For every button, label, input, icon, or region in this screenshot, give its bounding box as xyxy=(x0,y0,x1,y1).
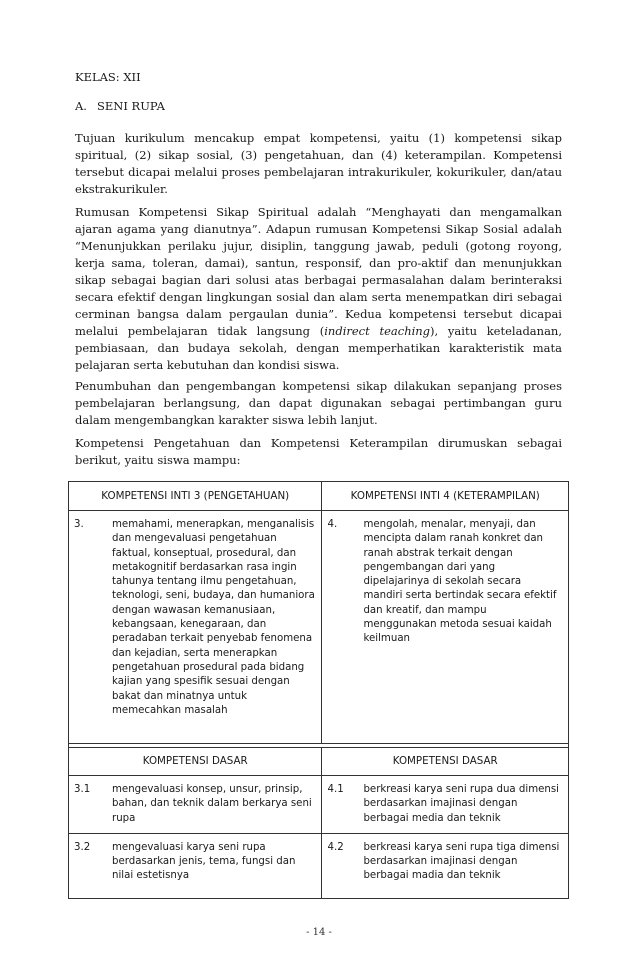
ki4-text: mengolah, menalar, menyaji, dan mencipta dalam ranah konkret dan ranah abstrak terkait dengan pengembangan dari yang dipelajarinya di sekolah secara mandiri serta bertindak secara efektif dan kreatif, dan mampu menggunakan metoda sesuai kaidah keilmuan xyxy=(363,519,557,645)
page-number: - 14 - xyxy=(306,927,332,938)
table-row xyxy=(69,833,569,898)
kd-text: mengevaluasi konsep, unsur, prinsip, bahan, dan teknik dalam berkarya seni rupa xyxy=(112,784,312,824)
kd-cell xyxy=(69,776,322,834)
kd-number: 3.2 xyxy=(74,841,91,853)
italic-term: indirect teaching xyxy=(324,324,431,338)
kd-text: mengevaluasi karya seni rupa berdasarkan jenis, tema, fungsi dan nilai estetisnya xyxy=(112,841,296,882)
paragraph-text-cont: ), yaitu keteladanan, pembiasaan, dan budaya sekolah, dengan memperhatikan karakteristik mata pelajaran serta kebutuhan dan kondisi siswa. xyxy=(75,324,562,372)
kd-cell xyxy=(69,833,322,898)
paragraph-knowledge-skills: Kompetensi Pengetahuan dan Kompetensi Keterampilan dirumuskan sebagai berikut, yaitu siswa mampu: xyxy=(75,436,562,467)
paragraph-attitude-development: Penumbuhan dan pengembangan kompetensi sikap dilakukan sepanjang proses pembelajaran berlangsung, dan dapat digunakan sebagai pertimbangan guru dalam mengembangkan karakter siswa lebih lanjut. xyxy=(75,379,562,427)
kd-number: 4.2 xyxy=(327,841,344,853)
kd-cell xyxy=(322,833,569,898)
ki4-cell xyxy=(322,511,569,744)
ki3-text: memahami, menerapkan, menganalisis dan mengevaluasi pengetahuan faktual, konseptual, prosedural, dan metakognitif berdasarkan rasa ingin tahunya tentang ilmu pengetahuan, teknologi, seni, budaya, dan humaniora dengan wawasan kemanusiaan, kebangsaan, kenegaraan, dan peradaban terkait penyebab fenomena dan kejadian, serta menerapkan pengetahuan prosedural pada bidang kajian yang spesifik sesuai dengan bakat dan minatnya untuk memecahkan masalah xyxy=(112,519,315,716)
kd-cell xyxy=(322,776,569,834)
ki3-cell xyxy=(69,511,322,744)
section-number: A. xyxy=(75,99,87,113)
header-kd-left: KOMPETENSI DASAR xyxy=(69,748,322,776)
header-ki3: KOMPETENSI INTI 3 (PENGETAHUAN) xyxy=(69,482,322,511)
paragraph-curriculum-goals: Tujuan kurikulum mencakup empat kompetensi, yaitu (1) kompetensi sikap spiritual, (2) sikap sosial, (3) pengetahuan, dan (4) keterampilan. Kompetensi tersebut dicapai melalui proses pembelajaran intrakurikuler, kokurikuler, dan/atau ekstrakurikuler. xyxy=(75,131,562,196)
header-kd-right: KOMPETENSI DASAR xyxy=(322,748,569,776)
competency-table xyxy=(68,481,569,899)
paragraph-attitude-competence xyxy=(75,204,562,374)
kd-text: berkreasi karya seni rupa dua dimensi berdasarkan imajinasi dengan berbagai media dan teknik xyxy=(363,784,559,824)
section-heading xyxy=(75,99,165,113)
header-ki4: KOMPETENSI INTI 4 (KETERAMPILAN) xyxy=(322,482,569,511)
kd-number: 4.1 xyxy=(327,784,344,795)
section-title: SENI RUPA xyxy=(97,99,165,113)
class-heading: KELAS: XII xyxy=(75,70,141,84)
ki4-number: 4. xyxy=(327,519,338,530)
paragraph-text: Rumusan Kompetensi Sikap Spiritual adalah “Menghayati dan mengamalkan ajaran agama yang dianutnya”. Adapun rumusan Kompetensi Sikap Sosial adalah “Menunjukkan perilaku jujur, disiplin, tanggung jawab, peduli (gotong royong, kerja sama, toleran, damai), santun, responsif, dan pro-aktif dan menunjukkan sikap sebagai bagian dari solusi atas berbagai permasalahan dalam berinteraksi secara efektif dengan lingkungan sosial dan alam serta menempatkan diri sebagai cerminan bangsa dalam pergaulan dunia”. Kedua kompetensi tersebut dicapai melalui pembelajaran tidak langsung ( xyxy=(75,205,562,338)
kd-text: berkreasi karya seni rupa tiga dimensi berdasarkan imajinasi dengan berbagai madia dan teknik xyxy=(363,841,560,882)
ki3-number: 3. xyxy=(74,519,84,530)
kd-number: 3.1 xyxy=(74,784,91,795)
table-row xyxy=(69,776,569,834)
